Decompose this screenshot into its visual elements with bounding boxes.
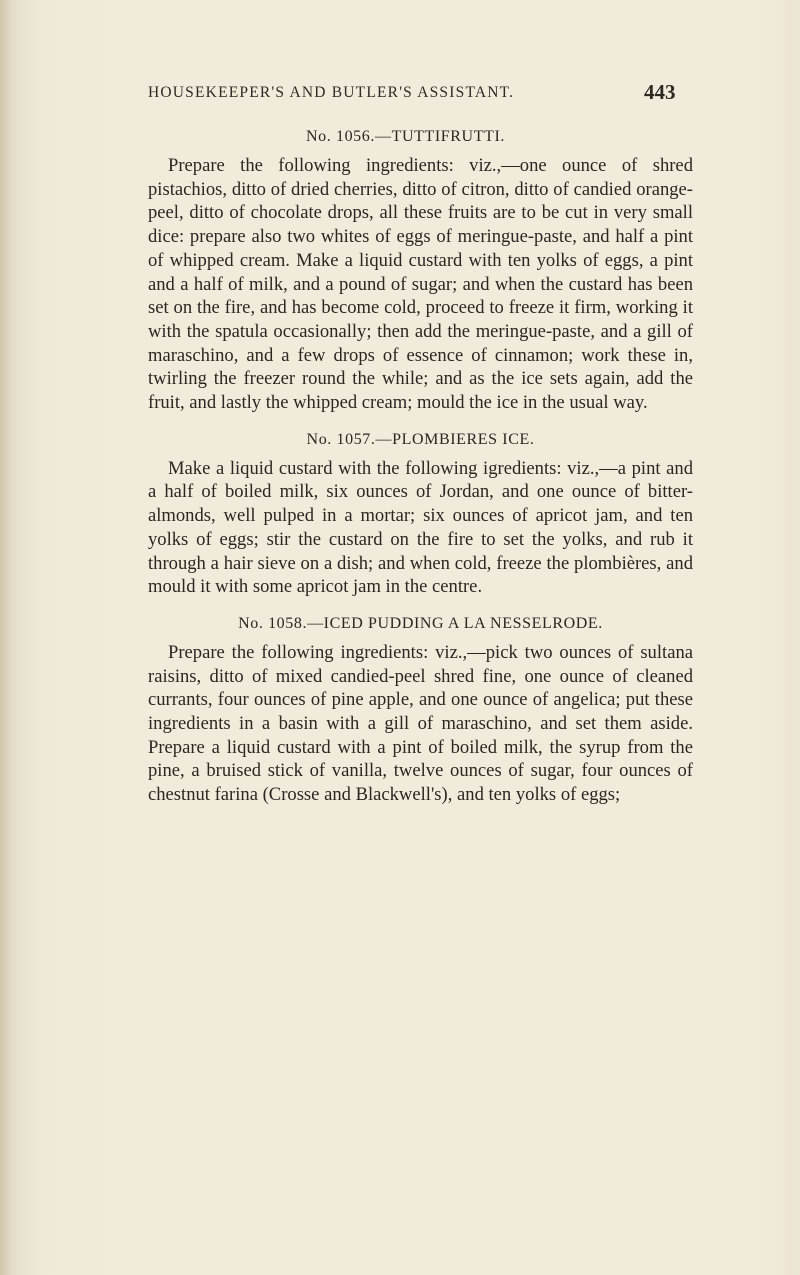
recipe-title: No. 1057.—PLOMBIERES ICE. xyxy=(306,430,535,448)
page-content xyxy=(148,126,693,807)
page-number: 443 xyxy=(644,80,676,104)
recipe-body: Prepare the following ingredients: viz.,—one ounce of shred pistachios, ditto of dried cherries, ditto of citron, ditto of candied orange-peel, ditto of chocolate drops, all these fruits are to be cut in very small dice: prepare also two whites of eggs of meringue-paste, and half a pint of whipped cream. Make a liquid custard with ten yolks of eggs, a pint and a half of milk, and a pound of sugar; and when the custard has been set on the fire, and has become cold, proceed to freeze it firm, working it with the spatula occasionally; then add the meringue-paste, and a gill of maraschino, and a few drops of essence of cinnamon; work these in, twirling the freezer round the while; and as the ice sets again, add the fruit, and lastly the whipped cream; mould the ice in the usual way. xyxy=(148,155,693,414)
recipe-1056 xyxy=(148,126,693,415)
recipe-body: Prepare the following ingredients: viz.,—pick two ounces of sultana raisins, ditto of mixed candied-peel shred fine, one ounce of cleaned currants, four ounces of pine apple, and one ounce of angelica; put these ingredients in a basin with a gill of maraschino, and set them aside. Prepare a liquid custard with a pint of boiled milk, the syrup from the pine, a bruised stick of vanilla, twelve ounces of sugar, four ounces of chestnut farina (Crosse and Blackwell's), and ten yolks of eggs; xyxy=(148,641,693,806)
recipe-title: No. 1056.—TUTTIFRUTTI. xyxy=(306,128,505,145)
recipe-1058 xyxy=(148,613,693,807)
recipe-title: No. 1058.—ICED PUDDING A LA NESSELRODE. xyxy=(238,614,603,632)
recipe-body: Make a liquid custard with the following igredients: viz.,—a pint and a half of boiled milk, six ounces of Jordan, and one ounce of bitter-almonds, well pulped in a mortar; six ounces of apricot jam, and ten yolks of eggs; stir the custard on the fire to set the yolks, and rub it through a hair sieve on a dish; and when cold, freeze the plombières, and mould it with some apricot jam in the centre. xyxy=(148,457,693,598)
running-head: HOUSEKEEPER'S AND BUTLER'S ASSISTANT. xyxy=(148,84,515,101)
page-spine-shadow xyxy=(0,0,10,1275)
recipe-1057 xyxy=(148,429,693,599)
